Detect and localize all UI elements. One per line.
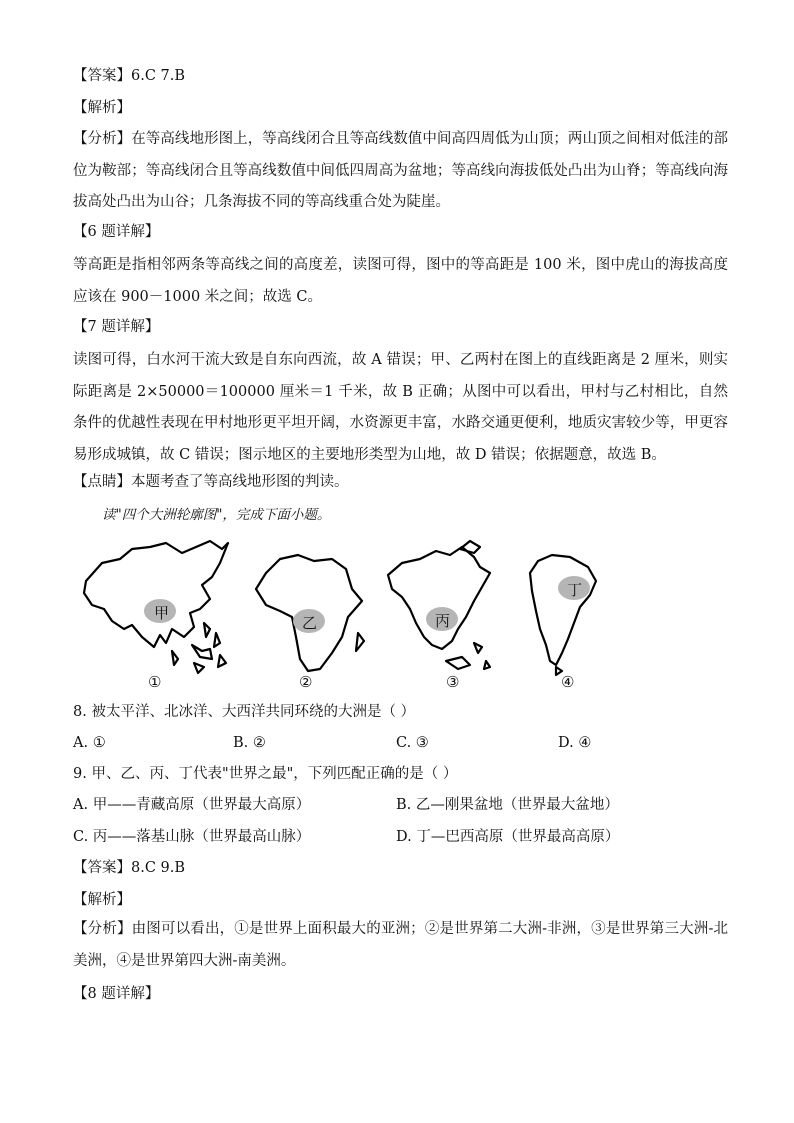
label-ding: 丁 [567,581,583,599]
q9-option-b: B. 乙—刚果盆地（世界最大盆地） [396,797,619,813]
fenxi-text: 在等高线地形图上，等高线闭合且等高线数值中间高四周低为山顶；两山顶之间相对低洼的部位为鞍部；等高线闭合且等高线数值中间低四周高为盆地；等高线向海拔低处凸出为山脊；等高线向海拔高处凸出为山谷；几条海拔不同的等高线重合处为陡崖。 [73,131,729,210]
fenxi-paragraph-2 [73,914,728,977]
analysis-title-2: 【解析】 [73,892,131,908]
q9-option-c: C. 丙——落基山脉（世界最高山脉） [73,829,311,845]
answer-text-2: 8.C 9.B [131,860,186,876]
dianjing-tag: 【点睛】 [73,474,131,490]
answer-tag: 【答案】 [73,68,131,84]
q9-option-a: A. 甲——青藏高原（世界最大高原） [73,797,311,813]
q8-stem: 8. 被太平洋、北冰洋、大西洋共同环绕的大洲是（ ） [73,704,416,720]
fenxi-paragraph [73,124,728,219]
continents-figure [70,533,730,693]
q8-detail-head: 【8 题详解】 [73,986,160,1002]
label-yi: 乙 [302,614,318,632]
answer-line-1 [73,66,733,86]
q8-option-b: B. ② [233,735,266,751]
number-2: ② [299,673,313,691]
q8-option-d: D. ④ [558,735,592,751]
q9-stem: 9. 甲、乙、丙、丁代表"世界之最"，下列匹配正确的是（ ） [73,766,458,782]
answer-line-2 [73,858,733,878]
label-jia: 甲 [154,604,170,622]
analysis-title-text-2: 解析 [87,892,117,908]
dianjing-text: 本题考查了等高线地形图的判读。 [131,474,349,490]
figure-caption: 读"四个大洲轮廓图"，完成下面小题。 [102,507,331,523]
north-america-outline [388,547,490,649]
label-bing: 丙 [435,612,451,630]
fenxi-tag: 【分析】 [73,131,132,147]
q6-detail-head: 【6 题详解】 [73,224,160,240]
q7-detail-head: 【7 题详解】 [73,319,160,335]
analysis-title: 【解析】 [73,100,131,116]
q8-option-c: C. ③ [396,735,429,751]
q6-detail-text: 等高距是指相邻两条等高线之间的高度差，读图可得，图中的等高距是 100 米，图中虎山的海拔高度应该在 900－1000 米之间；故选 C。 [73,257,728,305]
q9-option-d: D. 丁—巴西高原（世界最高高原） [396,829,620,845]
answer-tag-2: 【答案】 [73,860,131,876]
fenxi-text-2: 由图可以看出，①是世界上面积最大的亚洲；②是世界第二大洲-非洲，③是世界第三大洲-北美洲，④是世界第四大洲-南美洲。 [73,921,728,969]
number-4: ④ [561,673,575,691]
asia-outline [84,541,228,647]
number-1: ① [148,673,162,691]
dianjing-line [73,472,733,492]
answer-text: 6.C 7.B [131,68,186,84]
q8-option-a: A. ① [73,735,106,751]
fenxi-tag-2: 【分析】 [73,921,132,937]
q7-detail-text: 读图可得，白水河干流大致是自东向西流，故 A 错误；甲、乙两村在图上的直线距离是 2 厘米，则实际距离是 2×50000＝100000 厘米＝1 千米，故 B 正确；从图中可以看出，甲村与乙村相比，自然条件的优越性表现在甲村地形更平坦开阔，水资源更丰富，水路交通更便利，地质灾害较少等，甲更容易形成城镇，故 C 错误；图示地区的主要地形类型为山地，故 D 错误；依据题意，故选 B。 [73,352,728,463]
analysis-title-text: 解析 [87,100,117,116]
south-america-outline [530,555,596,665]
number-3: ③ [446,673,460,691]
